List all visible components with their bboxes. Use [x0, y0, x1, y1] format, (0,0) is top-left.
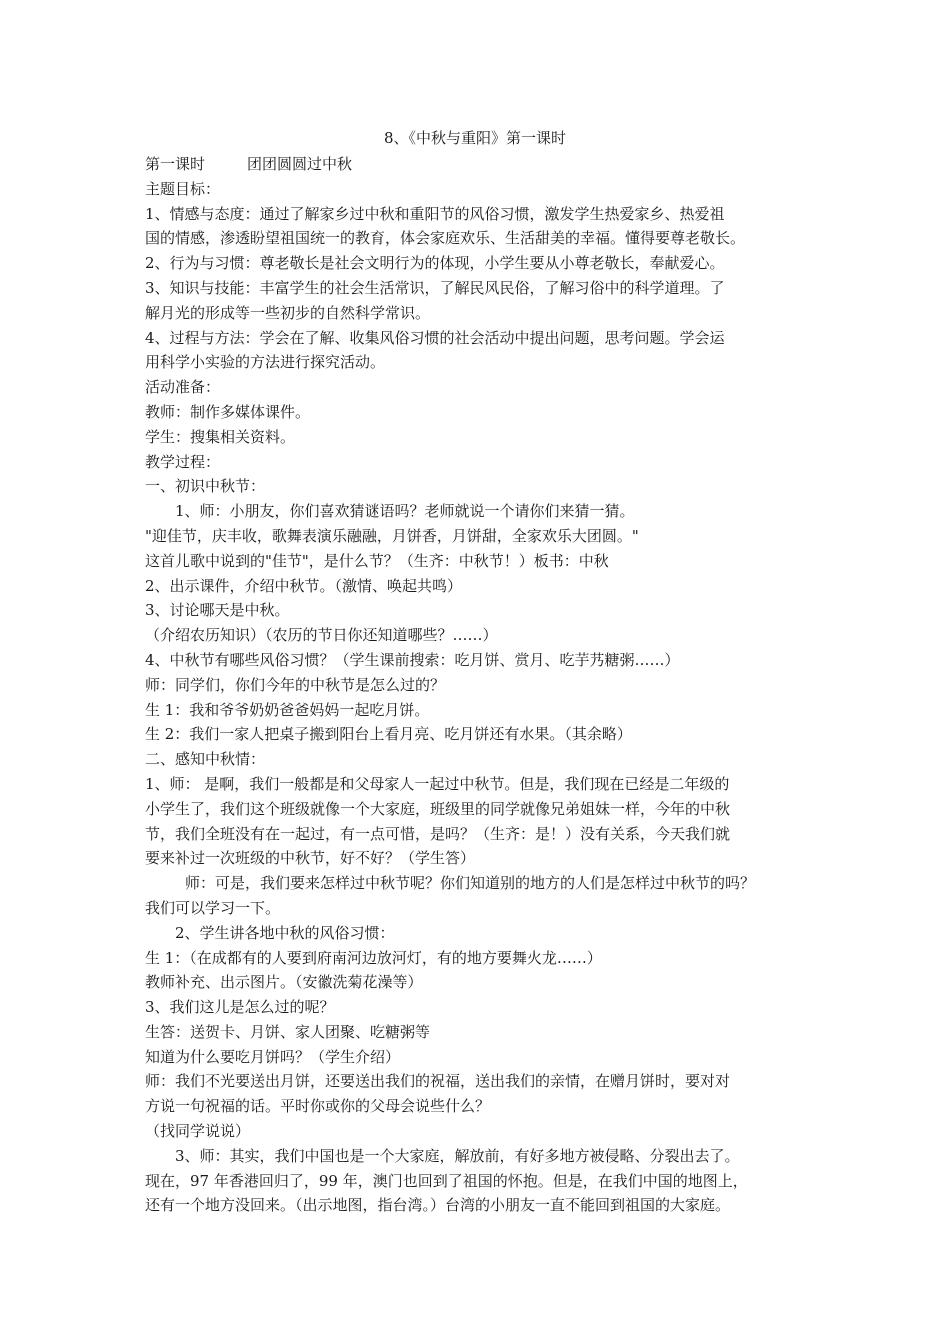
section-heading: 活动准备：: [145, 378, 221, 397]
document-title: 8、《中秋与重阳》第一课时: [383, 129, 567, 147]
paragraph-line: 国的情感，渗透盼望祖国统一的教育，体会家庭欢乐、生活甜美的幸福。懂得要尊老敬长。: [145, 229, 746, 248]
paragraph-line: 3、师：其实，我们中国也是一个大家庭，解放前，有好多地方被侵略、分裂出去了。: [175, 1146, 740, 1165]
paragraph-line: 教师：制作多媒体课件。: [145, 402, 311, 421]
paragraph-line: 教师补充、出示图片。（安徽洗菊花澡等）: [145, 973, 423, 992]
paragraph-line: 解月光的形成等一些初步的自然科学常识。: [145, 303, 431, 322]
paragraph-line: 3、讨论哪天是中秋。: [145, 601, 290, 620]
paragraph-line: 知道为什么要吃月饼吗？（学生介绍）: [145, 1047, 401, 1066]
section-heading: 一、初识中秋节：: [145, 477, 266, 496]
section-heading: 主题目标：: [145, 179, 221, 198]
paragraph-line: 生答：送贺卡、月饼、家人团聚、吃糖粥等: [145, 1022, 431, 1041]
paragraph-line: 用科学小实验的方法进行探究活动。: [145, 353, 386, 372]
lesson-topic: 团团圆圆过中秋: [247, 155, 353, 173]
paragraph-line: 现在，97 年香港回归了，99 年，澳门也回到了祖国的怀抱。但是，在我们中国的地图上，: [145, 1171, 748, 1190]
document-body: [145, 152, 815, 1218]
lesson-heading: [145, 152, 815, 177]
lesson-label: 第一课时: [145, 155, 206, 173]
paragraph-line: 生 1：我和爷爷奶奶爸爸妈妈一起吃月饼。: [145, 700, 430, 719]
paragraph-line: 3、知识与技能：丰富学生的社会生活常识，了解民风民俗，了解习俗中的科学道理。了: [145, 278, 725, 297]
paragraph-line: 1、情感与态度：通过了解家乡过中秋和重阳节的风俗习惯，激发学生热爱家乡、热爱祖: [145, 204, 725, 223]
paragraph-line: 1、师：小朋友，你们喜欢猜谜语吗？老师就说一个请你们来猜一猜。: [175, 502, 635, 521]
paragraph-line: 生 1：（在成都有的人要到府南河边放河灯，有的地方要舞火龙……）: [145, 948, 602, 967]
paragraph-line: 师：我们不光要送出月饼，还要送出我们的祝福，送出我们的亲情，在赠月饼时，要对对: [145, 1072, 731, 1091]
section-heading: 二、感知中秋情：: [145, 750, 266, 769]
paragraph-line: 要来补过一次班级的中秋节，好不好？（学生答）: [145, 849, 476, 868]
paragraph-line: 生 2：我们一家人把桌子搬到阳台上看月亮、吃月饼还有水果。（其余略）: [145, 725, 632, 744]
section-heading: 教学过程：: [145, 452, 221, 471]
paragraph-line: （介绍农历知识）（农历的节日你还知道哪些？……）: [145, 626, 498, 645]
paragraph-line: 学生：搜集相关资料。: [145, 427, 296, 446]
paragraph-line: 方说一句祝福的话。平时你或你的父母会说些什么？: [145, 1097, 491, 1116]
paragraph-line: 小学生了，我们这个班级就像一个大家庭，班级里的同学就像兄弟姐妹一样，今年的中秋: [145, 799, 731, 818]
paragraph-line: 师：同学们，你们今年的中秋节是怎么过的？: [145, 675, 446, 694]
paragraph-line: 1、师： 是啊，我们一般都是和父母家人一起过中秋节。但是，我们现在已经是二年级的: [145, 774, 730, 793]
paragraph-line: 还有一个地方没回来。（出示地图，指台湾。）台湾的小朋友一直不能回到祖国的大家庭。: [145, 1196, 731, 1215]
paragraph-line: 3、我们这儿是怎么过的呢？: [145, 998, 335, 1017]
paragraph-line: 我们可以学习一下。: [145, 898, 281, 917]
paragraph-line: "迎佳节，庆丰收，歌舞表演乐融融，月饼香，月饼甜，全家欢乐大团圆。": [145, 526, 639, 545]
paragraph-line: 师：可是，我们要来怎样过中秋节呢？你们知道别的地方的人们是怎样过中秋节的吗？: [185, 874, 756, 893]
paragraph-line: 2、出示课件，介绍中秋节。（激情、唤起共鸣）: [145, 576, 463, 595]
paragraph-line: 节，我们全班没有在一起过，有一点可惜，是吗？（生齐：是！）没有关系，今天我们就: [145, 824, 731, 843]
paragraph-line: 4、中秋节有哪些风俗习惯？（学生课前搜索：吃月饼、赏月、吃芋艿糖粥……）: [145, 650, 680, 669]
paragraph-line: 2、行为与习惯：尊老敬长是社会文明行为的体现，小学生要从小尊老敬长，奉献爱心。: [145, 254, 725, 273]
paragraph-line: 2、学生讲各地中秋的风俗习惯：: [175, 923, 395, 942]
paragraph-line: （找同学说说）: [145, 1122, 251, 1141]
paragraph-line: 4、过程与方法：学会在了解、收集风俗习惯的社会活动中提出问题，思考问题。学会运: [145, 328, 725, 347]
paragraph-line: 这首儿歌中说到的"佳节"，是什么节？（生齐：中秋节！）板书：中秋: [145, 551, 609, 570]
